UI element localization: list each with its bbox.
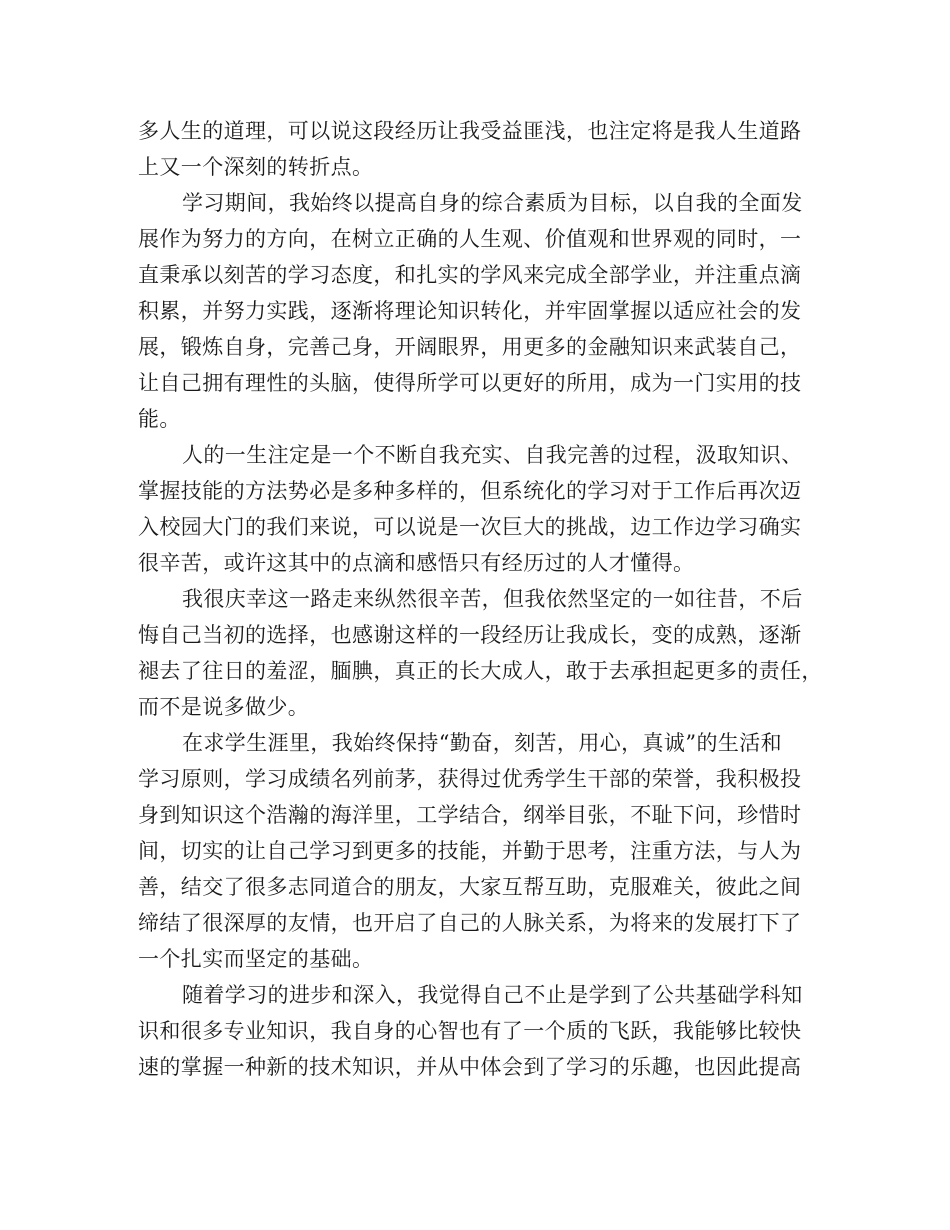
text-line: 识和很多专业知识，我自身的心智也有了一个质的飞跃，我能够比较快: [138, 1019, 802, 1043]
text-line: 学习原则，学习成绩名列前茅，获得过优秀学生干部的荣誉，我积极投: [138, 767, 802, 791]
text-line: 学习期间，我始终以提高自身的综合素质为目标，以自我的全面发: [182, 191, 803, 215]
paragraph-1: [138, 113, 828, 185]
paragraph-5: [138, 725, 828, 977]
text-line: 能。: [138, 407, 181, 431]
text-line: 多人生的道理，可以说这段经历让我受益匪浅，也注定将是我人生道路: [138, 119, 802, 143]
text-line: 悔自己当初的选择，也感谢这样的一段经历让我成长，变的成熟，逐渐: [138, 623, 802, 647]
paragraph-2: [138, 185, 828, 437]
document-body: [138, 113, 828, 1085]
text-line: 展，锻炼自身，完善己身，开阔眼界，用更多的金融知识来武装自己，: [138, 335, 802, 359]
paragraph-6: [138, 977, 828, 1085]
text-line: 我很庆幸这一路走来纵然很辛苦，但我依然坚定的一如往昔，不后: [182, 587, 803, 611]
text-line: 直秉承以刻苦的学习态度，和扎实的学风来完成全部学业，并注重点滴: [138, 263, 802, 287]
text-line: 积累，并努力实践，逐渐将理论知识转化，并牢固掌握以适应社会的发: [138, 299, 802, 323]
text-line: 上又一个深刻的转折点。: [138, 155, 374, 179]
text-line: 缔结了很深厚的友情，也开启了自己的人脉关系，为将来的发展打下了: [138, 911, 802, 935]
text-line: 一个扎实而坚定的基础。: [138, 947, 374, 971]
text-line: 随着学习的进步和深入，我觉得自己不止是学到了公共基础学科知: [182, 983, 803, 1007]
text-line: 褪去了往日的羞涩，腼腆，真正的长大成人，敢于去承担起更多的责任，: [138, 659, 823, 683]
text-line: 善，结交了很多志同道合的朋友，大家互帮互助，克服难关，彼此之间: [138, 875, 802, 899]
text-line: 速的掌握一种新的技术知识，并从中体会到了学习的乐趣，也因此提高: [138, 1055, 802, 1079]
text-line: 入校园大门的我们来说，可以说是一次巨大的挑战，边工作边学习确实: [138, 515, 802, 539]
text-line: 掌握技能的方法势必是多种多样的，但系统化的学习对于工作后再次迈: [138, 479, 802, 503]
paragraph-4: [138, 581, 828, 725]
text-line: 间，切实的让自己学习到更多的技能，并勤于思考，注重方法，与人为: [138, 839, 802, 863]
text-line: 很辛苦，或许这其中的点滴和感悟只有经历过的人才懂得。: [138, 551, 695, 575]
text-line: 人的一生注定是一个不断自我充实、自我完善的过程，汲取知识、: [182, 443, 803, 467]
text-line: 身到知识这个浩瀚的海洋里，工学结合，纲举目张，不耻下问，珍惜时: [138, 803, 802, 827]
paragraph-3: [138, 437, 828, 581]
text-line: 让自己拥有理性的头脑，使得所学可以更好的所用，成为一门实用的技: [138, 371, 802, 395]
text-line: 展作为努力的方向，在树立正确的人生观、价值观和世界观的同时，一: [138, 227, 802, 251]
text-line: 在求学生涯里，我始终保持“勤奋，刻苦，用心，真诚”的生活和: [182, 731, 783, 755]
text-line: 而不是说多做少。: [138, 695, 310, 719]
